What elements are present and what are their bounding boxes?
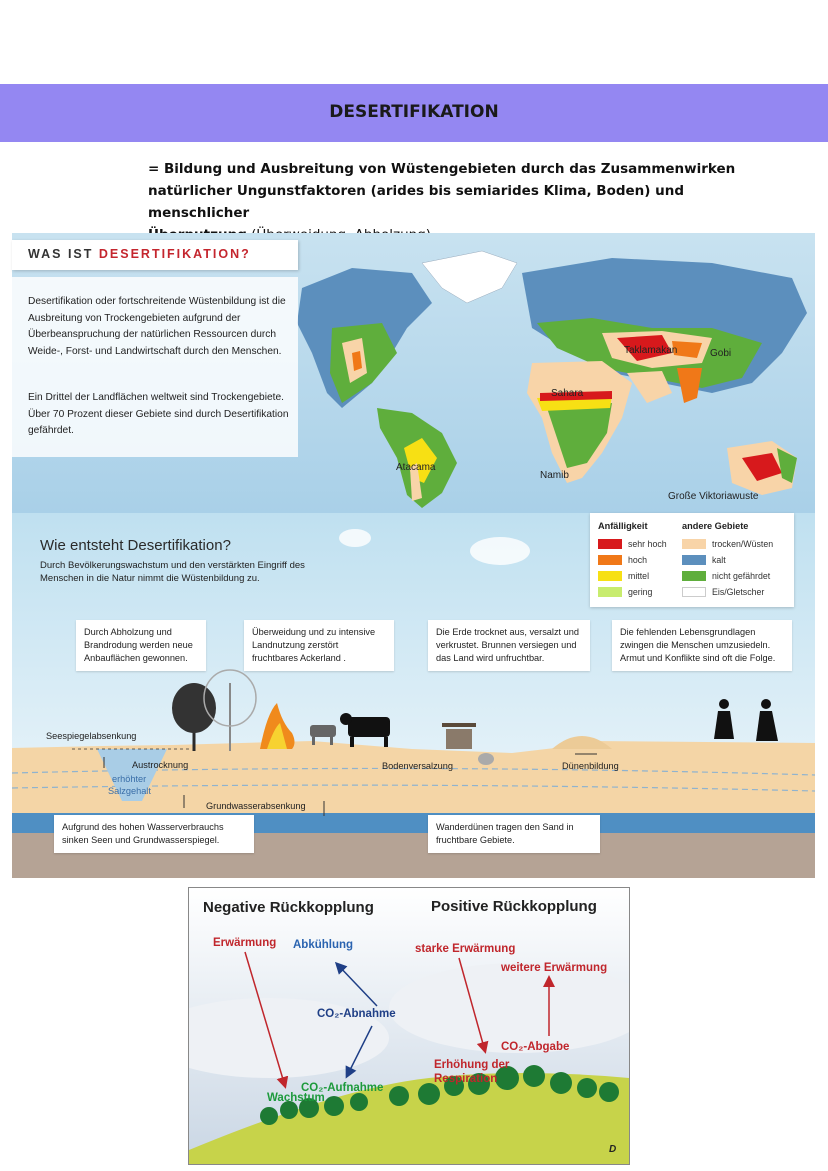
legend-eis: Eis/Gletscher xyxy=(712,587,765,597)
callout-wasserverbrauch: Aufgrund des hohen Wasserverbrauchs sinken Seen und Grundwasserspiegel. xyxy=(54,815,254,853)
label-duenenbildung: Dünenbildung xyxy=(562,761,619,771)
label-co2-abgabe: CO₂-Abgabe xyxy=(501,1041,570,1053)
legend-col2-title: andere Gebiete xyxy=(682,521,749,531)
label-namib: Namib xyxy=(540,470,569,481)
callout-umsiedlung: Die fehlenden Lebensgrundlagen zwingen die Menschen umzusiedeln. Armut und Konflikte sind oft die Folge. xyxy=(612,620,792,671)
swatch-gering xyxy=(598,587,622,597)
page-title: DESERTIFIKATION xyxy=(329,102,499,122)
positive-feedback-title: Positive Rückkopplung xyxy=(431,898,597,915)
map-heading xyxy=(28,247,251,261)
label-starke-erwaermung: starke Erwärmung xyxy=(415,943,516,955)
credit-mark: D xyxy=(609,1144,617,1155)
swatch-nicht-gefaehrdet xyxy=(682,571,706,581)
label-victoria: Große Viktoriawuste xyxy=(668,491,759,502)
legend-col1-title: Anfälligkeit xyxy=(598,521,648,531)
map-heading-highlight: DESERTIFIKATION? xyxy=(98,247,251,261)
swatch-kalt xyxy=(682,555,706,565)
legend-gering: gering xyxy=(628,587,653,597)
definition-line-2: natürlicher Ungunstfaktoren (arides bis semiarides Klima, Boden) und menschlicher xyxy=(148,183,685,221)
label-sahara: Sahara xyxy=(551,388,584,399)
label-erwaermung: Erwärmung xyxy=(213,937,277,949)
swatch-sehr-hoch xyxy=(598,539,622,549)
label-taklamakan: Taklamakan xyxy=(624,345,678,356)
label-abkuehlung: Abkühlung xyxy=(293,939,354,951)
label-wachstum: Wachstum xyxy=(267,1092,325,1104)
feedback-panel xyxy=(188,887,630,1165)
label-salzgehalt-2: Salzgehalt xyxy=(108,786,151,796)
title-band xyxy=(0,84,828,142)
feedback-illustration xyxy=(189,888,629,1164)
map-heading-prefix: WAS IST xyxy=(28,247,99,261)
callout-abholzung: Durch Abholzung und Brandrodung werden neue Anbauflächen gewonnen. xyxy=(76,620,206,671)
legend-kalt: kalt xyxy=(712,555,726,565)
negative-feedback-title: Negative Rückkopplung xyxy=(203,899,374,916)
map-description xyxy=(12,277,298,457)
process-title: Wie entsteht Desertifikation? xyxy=(40,537,231,554)
swatch-eis xyxy=(682,587,706,597)
label-grundwasser: Grundwasserabsenkung xyxy=(206,801,306,811)
map-paragraph-2: Ein Drittel der Landflächen weltweit sind Trockengebiete. Über 70 Prozent dieser Gebiete sind durch Desertifikation gefährdet. xyxy=(28,392,289,436)
label-co2-abnahme: CO₂-Abnahme xyxy=(317,1008,396,1020)
label-erhoehung-2: Respiration xyxy=(434,1073,498,1085)
label-austrocknung: Austrocknung xyxy=(132,760,189,770)
swatch-hoch xyxy=(598,555,622,565)
label-bodenversalzung: Bodenversalzung xyxy=(382,761,453,771)
legend-hoch: hoch xyxy=(628,555,648,565)
legend-mittel: mittel xyxy=(628,571,650,581)
legend-sehr-hoch: sehr hoch xyxy=(628,539,667,549)
definition-line-1: = Bildung und Ausbreitung von Wüstengebieten durch das Zusammenwirken xyxy=(148,161,736,177)
label-seespiegel: Seespiegelabsenkung xyxy=(46,731,137,741)
swatch-mittel xyxy=(598,571,622,581)
legend-trocken: trocken/Wüsten xyxy=(712,539,774,549)
label-salzgehalt-1: erhöhter xyxy=(112,774,147,784)
label-weitere-erwaermung: weitere Erwärmung xyxy=(501,962,608,974)
callout-ueberweidung: Überweidung und zu intensive Landnutzung zerstört fruchtbares Ackerland . xyxy=(244,620,394,671)
map-paragraph-1: Desertifikation oder fortschreitende Wüstenbildung ist die Ausbreitung von Trockengebieten aufgrund der Überbeanspruchung der natürlichen Ressourcen durch Weide-, Forst- und Landwirtschaft durch den Menschen. xyxy=(28,296,286,357)
legend-nicht-gefaehrdet: nicht gefährdet xyxy=(712,571,771,581)
label-erhoehung-1: Erhöhung der xyxy=(434,1059,510,1071)
label-co2-aufnahme: CO₂-Aufnahme xyxy=(301,1082,384,1094)
label-gobi: Gobi xyxy=(710,348,732,359)
legend xyxy=(590,513,794,607)
callout-versalzung: Die Erde trocknet aus, versalzt und verkrustet. Brunnen versiegen und das Land wird unfruchtbar. xyxy=(428,620,590,671)
label-atacama: Atacama xyxy=(396,462,436,473)
map-heading-box xyxy=(12,240,298,270)
callout-wanderduenen: Wanderdünen tragen den Sand in fruchtbare Gebiete. xyxy=(428,815,600,853)
swatch-trocken xyxy=(682,539,706,549)
process-subtitle: Durch Bevölkerungswachstum und den verstärkten Eingriff des Menschen in die Natur nimmt die Wüstenbildung zu. xyxy=(40,560,305,584)
